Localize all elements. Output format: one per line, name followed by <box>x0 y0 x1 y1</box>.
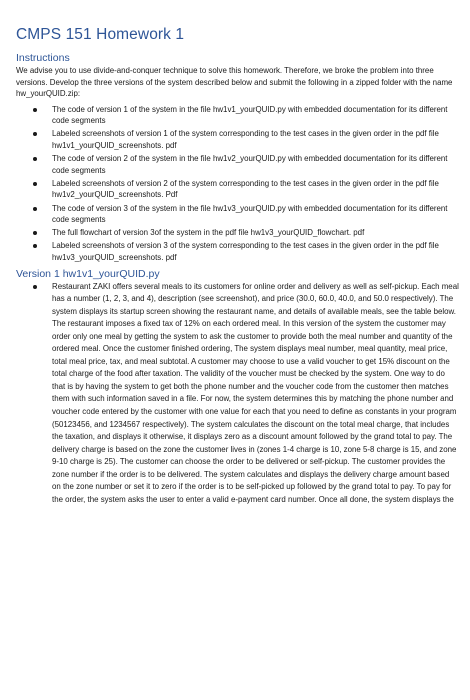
instructions-paragraph: We advise you to use divide-and-conquer technique to solve this homework. Therefore, we broke the problem into three versions. Develop the three versions of the system described below and submit the following in a zipped folder with the name hw_yourQUID.zip: <box>16 66 453 99</box>
list-item <box>30 178 460 201</box>
list-item <box>30 240 460 263</box>
version1-description: Restaurant ZAKI offers several meals to its customers for online order and delivery as well as self-pickup. Each meal has a number (1, 2, 3, and 4), description (see screenshot), and price (30.0, 60.0, 40.0, and 50.0 respectively). The system displays its startup screen showing the restaurant name, and details of available meals, see the table below. The restaurant imposes a fixed tax of 12% on each ordered meal. In this version of the system the customer may order only one meal by getting the system to ask the customer to provide both the meal number and quantity of the ordered meal. Once the customer finished ordering, The system displays meal number, meal quantity, meal price, total meal price, tax, and meal subtotal. A customer may choose to use a valid voucher to get 15% discount on the total charge of the food after taxation. The validity of the voucher must be checked by the system. One way to do that is by having the system to get both the phone number and the voucher code from the customer then matches them with such information saved in a file. For now, the system determines this by matching the phone number and voucher code entered by the customer with one value for each that you need to define as constants in your program (50123456, and 1234567 respectively). The system calculates the discount on the total meal charge, that includes the taxation, and displays it otherwise, it displays zero as a discount amount followed by the grand total to pay. The delivery charge is based on the zone the customer lives in (zones 1-4 charge is 10, zone 5-8 charge is 15, and zone 9-10 charge is 25). The customer can choose the order to be delivered or self-pickup. The customer provides the zone number if the order is to be delivered. The system calculates and displays the delivery charge amount based on the zone number or set it to zero if the order is to be self-picked up followed by the grand total to pay. To pay for the order, the system asks the user to enter a valid e-payment card number. Once all done, the system displays the <box>52 281 459 504</box>
bullet-icon <box>33 157 37 161</box>
list-item-text: The code of version 3 of the system in the file hw1v3_yourQUID.py with embedded documentation for its different code segments <box>52 203 448 225</box>
bullet-icon <box>33 207 37 211</box>
list-item-text: Labeled screenshots of version 3 of the system corresponding to the test cases in the given order in the pdf file hw1v3_yourQUID_screenshots. pdf <box>52 241 439 262</box>
list-item <box>30 227 460 239</box>
list-item <box>30 203 460 226</box>
bullet-icon <box>33 231 37 235</box>
list-item-text: The code of version 1 of the system in the file hw1v1_yourQUID.py with embedded documentation for its different code segments <box>52 104 448 126</box>
list-item-text: The code of version 2 of the system in the file hw1v2_yourQUID.py with embedded documentation for its different code segments <box>52 154 448 175</box>
document-title: CMPS 151 Homework 1 <box>16 26 185 43</box>
version1-heading: Version 1 hw1v1_yourQUID.py <box>16 267 160 280</box>
version1-section <box>16 268 460 507</box>
deliverables-list <box>16 104 460 264</box>
bullet-icon <box>33 182 37 186</box>
bullet-icon <box>33 108 37 112</box>
list-item-text: Labeled screenshots of version 2 of the system corresponding to the test cases in the given order in the pdf file hw1v2_yourQUID_screenshots. Pdf <box>52 178 439 200</box>
version1-bullet <box>30 281 460 507</box>
list-item <box>30 153 460 176</box>
list-item-text: Labeled screenshots of version 1 of the system corresponding to the test cases in the given order in the pdf file hw1v1_yourQUID_screenshots. pdf <box>52 129 439 151</box>
bullet-icon <box>33 244 37 248</box>
bullet-icon <box>33 285 37 289</box>
bullet-icon <box>33 132 37 136</box>
list-item-text: The full flowchart of version 3of the system in the pdf file hw1v3_yourQUID_flowchart. pdf <box>52 228 365 238</box>
list-item <box>30 128 460 151</box>
instructions-heading: Instructions <box>16 52 70 64</box>
list-item <box>30 104 460 127</box>
